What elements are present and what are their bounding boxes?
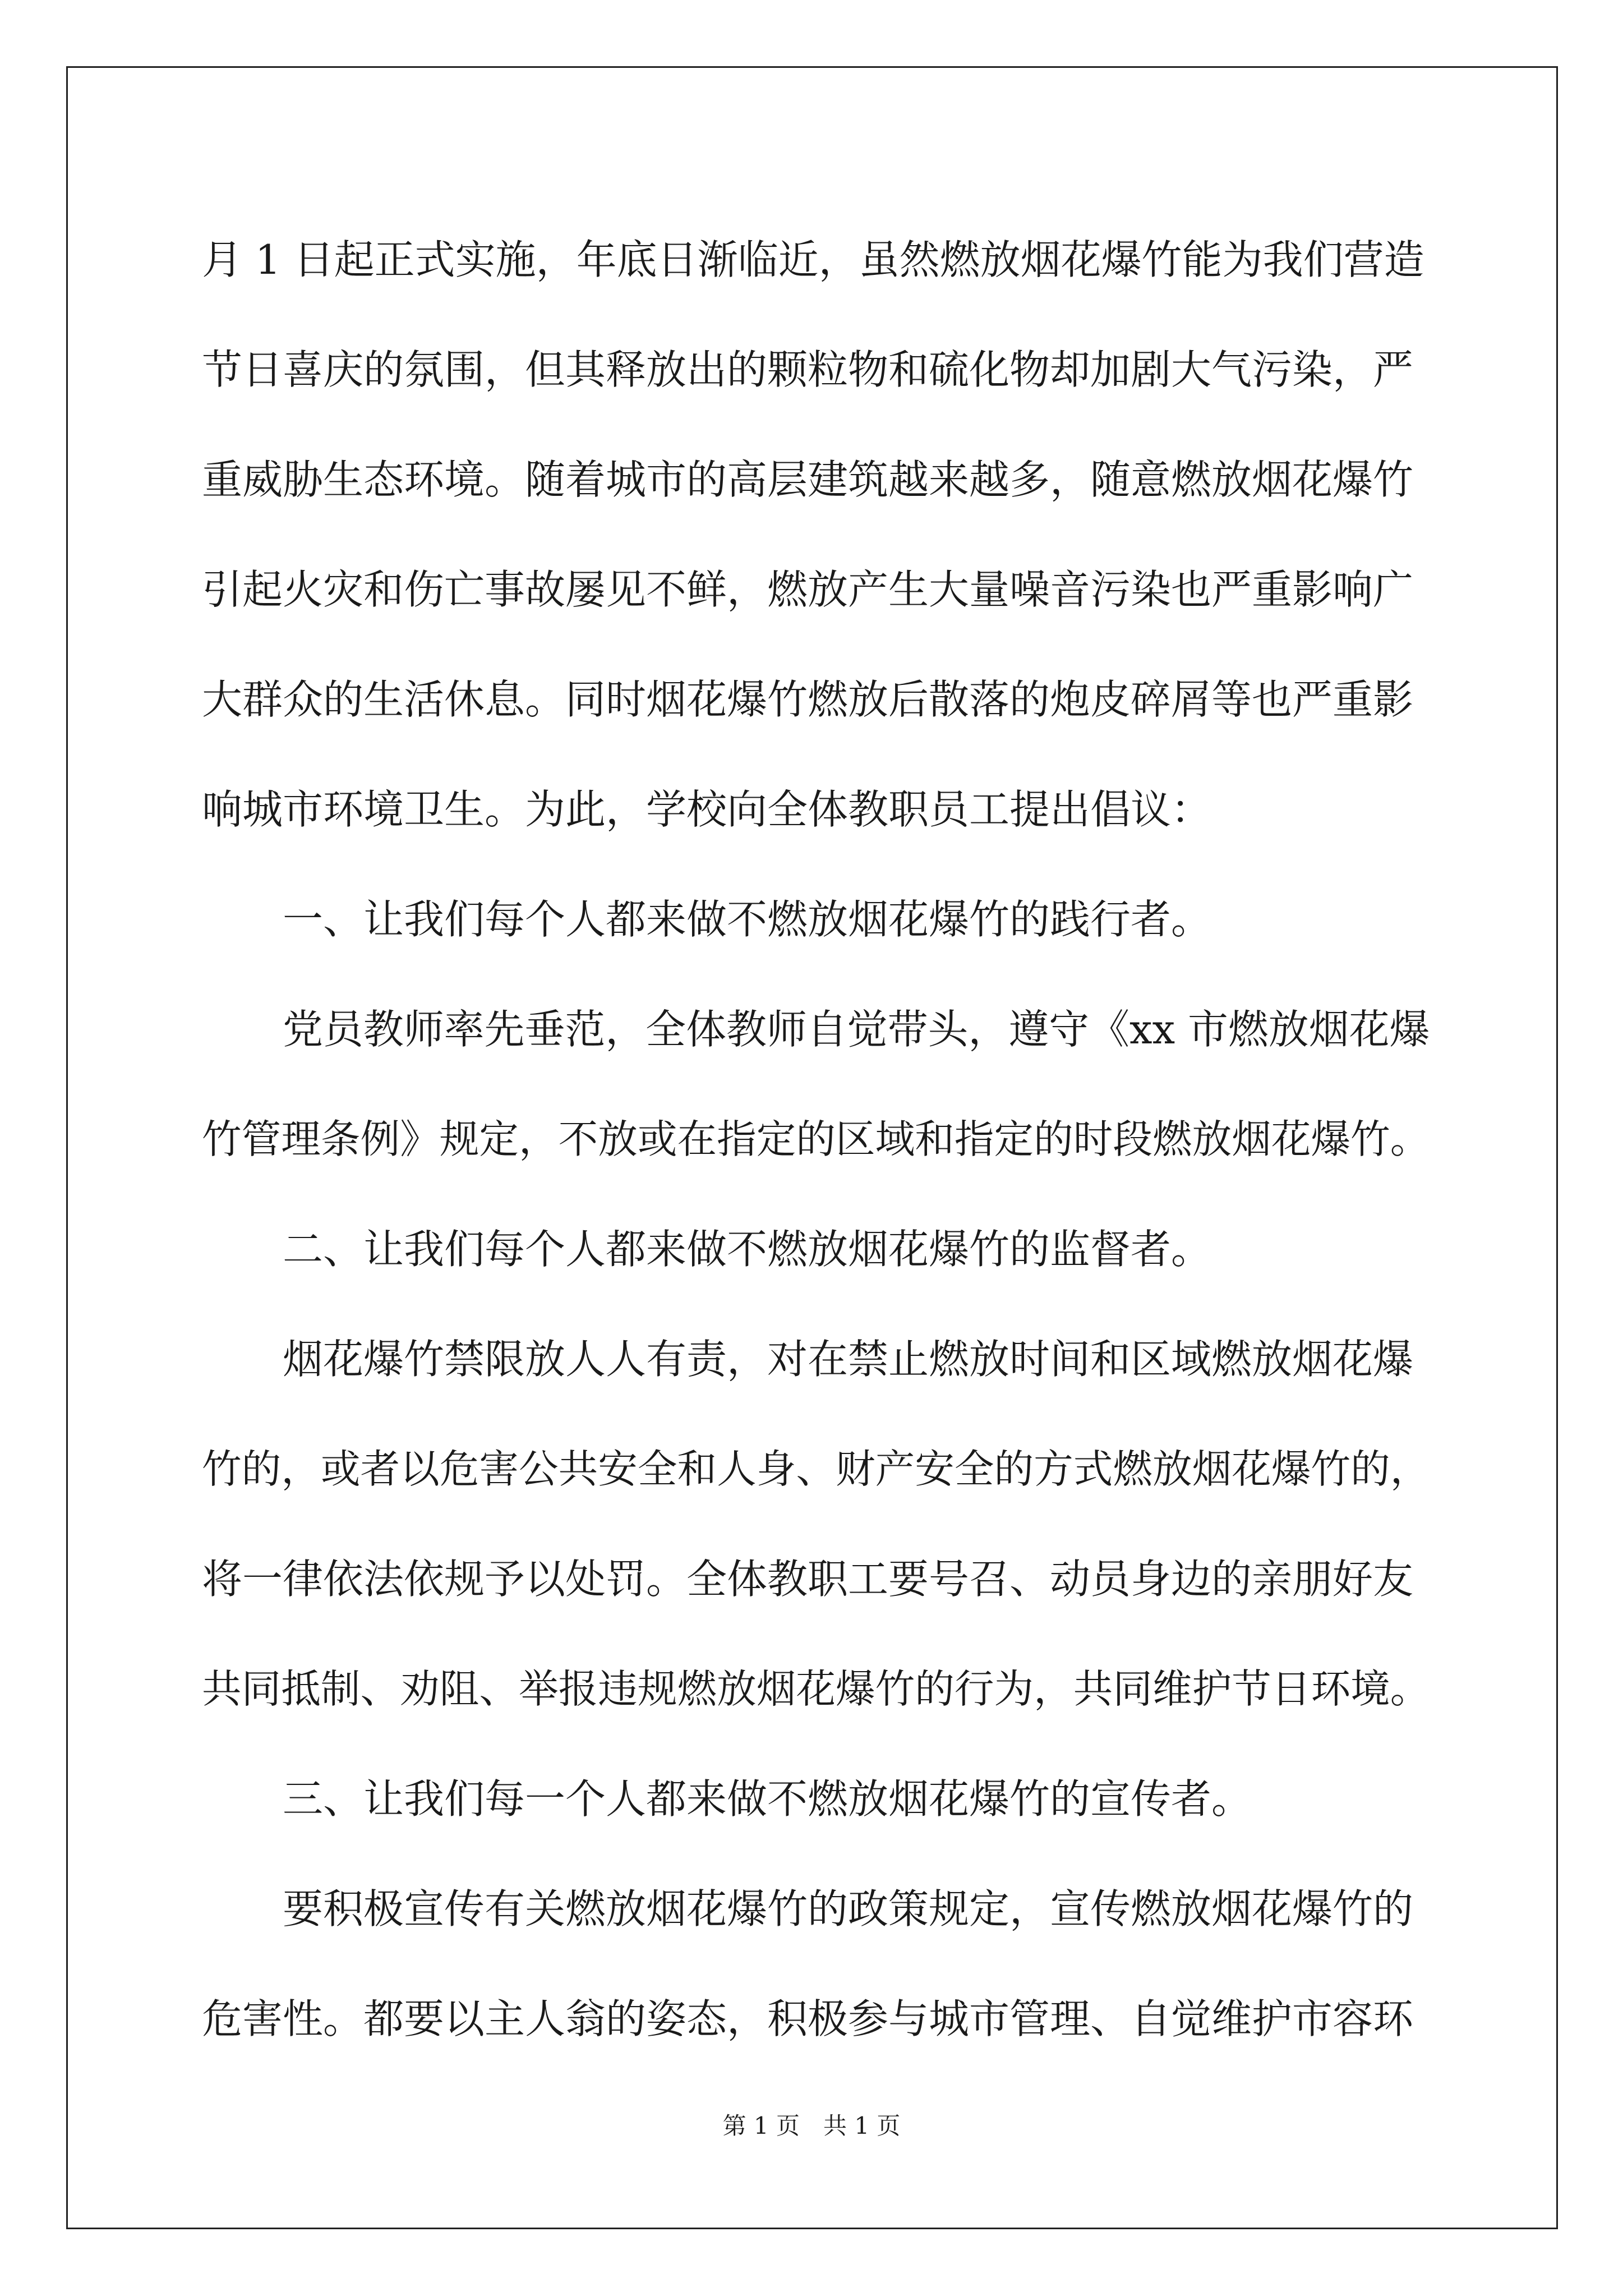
text-line: 一、让我们每个人都来做不燃放烟花爆竹的践行者。 xyxy=(283,896,1212,943)
text-line: 二、让我们每个人都来做不燃放烟花爆竹的监督者。 xyxy=(283,1226,1212,1273)
text-line: 节日喜庆的氛围，但其释放出的颗粒物和硫化物却加剧大气污染，严 xyxy=(202,346,1414,393)
text-line: 引起火灾和伤亡事故屡见不鲜，燃放产生大量噪音污染也严重影响广 xyxy=(202,566,1414,613)
document-body xyxy=(202,205,1430,2074)
text-line: 将一律依法依规予以处罚。全体教职工要号召、动员身边的亲朋好友 xyxy=(202,1556,1414,1603)
text-line: 重威胁生态环境。随着城市的高层建筑越来越多，随意燃放烟花爆竹 xyxy=(202,456,1414,503)
text-line: 月 1 日起正式实施，年底日渐临近，虽然燃放烟花爆竹能为我们营造 xyxy=(202,236,1424,283)
text-line: 竹管理条例》规定，不放或在指定的区域和指定的时段燃放烟花爆竹。 xyxy=(202,1116,1430,1162)
text-line: 共同抵制、劝阻、举报违规燃放烟花爆竹的行为，共同维护节日环境。 xyxy=(202,1665,1430,1712)
text-line: 响城市环境卫生。为此，学校向全体教职员工提出倡议： xyxy=(202,786,1212,833)
text-line: 烟花爆竹禁限放人人有责，对在禁止燃放时间和区域燃放烟花爆 xyxy=(283,1336,1414,1383)
text-line: 要积极宣传有关燃放烟花爆竹的政策规定，宣传燃放烟花爆竹的 xyxy=(283,1885,1414,1932)
page-number-footer: 第 1 页 共 1 页 xyxy=(722,2112,901,2139)
text-line: 三、让我们每一个人都来做不燃放烟花爆竹的宣传者。 xyxy=(283,1775,1252,1823)
text-line: 竹的，或者以危害公共安全和人身、财产安全的方式燃放烟花爆竹的， xyxy=(202,1446,1430,1492)
text-line: 大群众的生活休息。同时烟花爆竹燃放后散落的炮皮碎屑等也严重影 xyxy=(202,676,1414,723)
text-line: 危害性。都要以主人翁的姿态，积极参与城市管理、自觉维护市容环 xyxy=(202,1995,1414,2042)
text-line: 党员教师率先垂范，全体教师自觉带头，遵守《xx 市燃放烟花爆 xyxy=(283,1006,1430,1053)
